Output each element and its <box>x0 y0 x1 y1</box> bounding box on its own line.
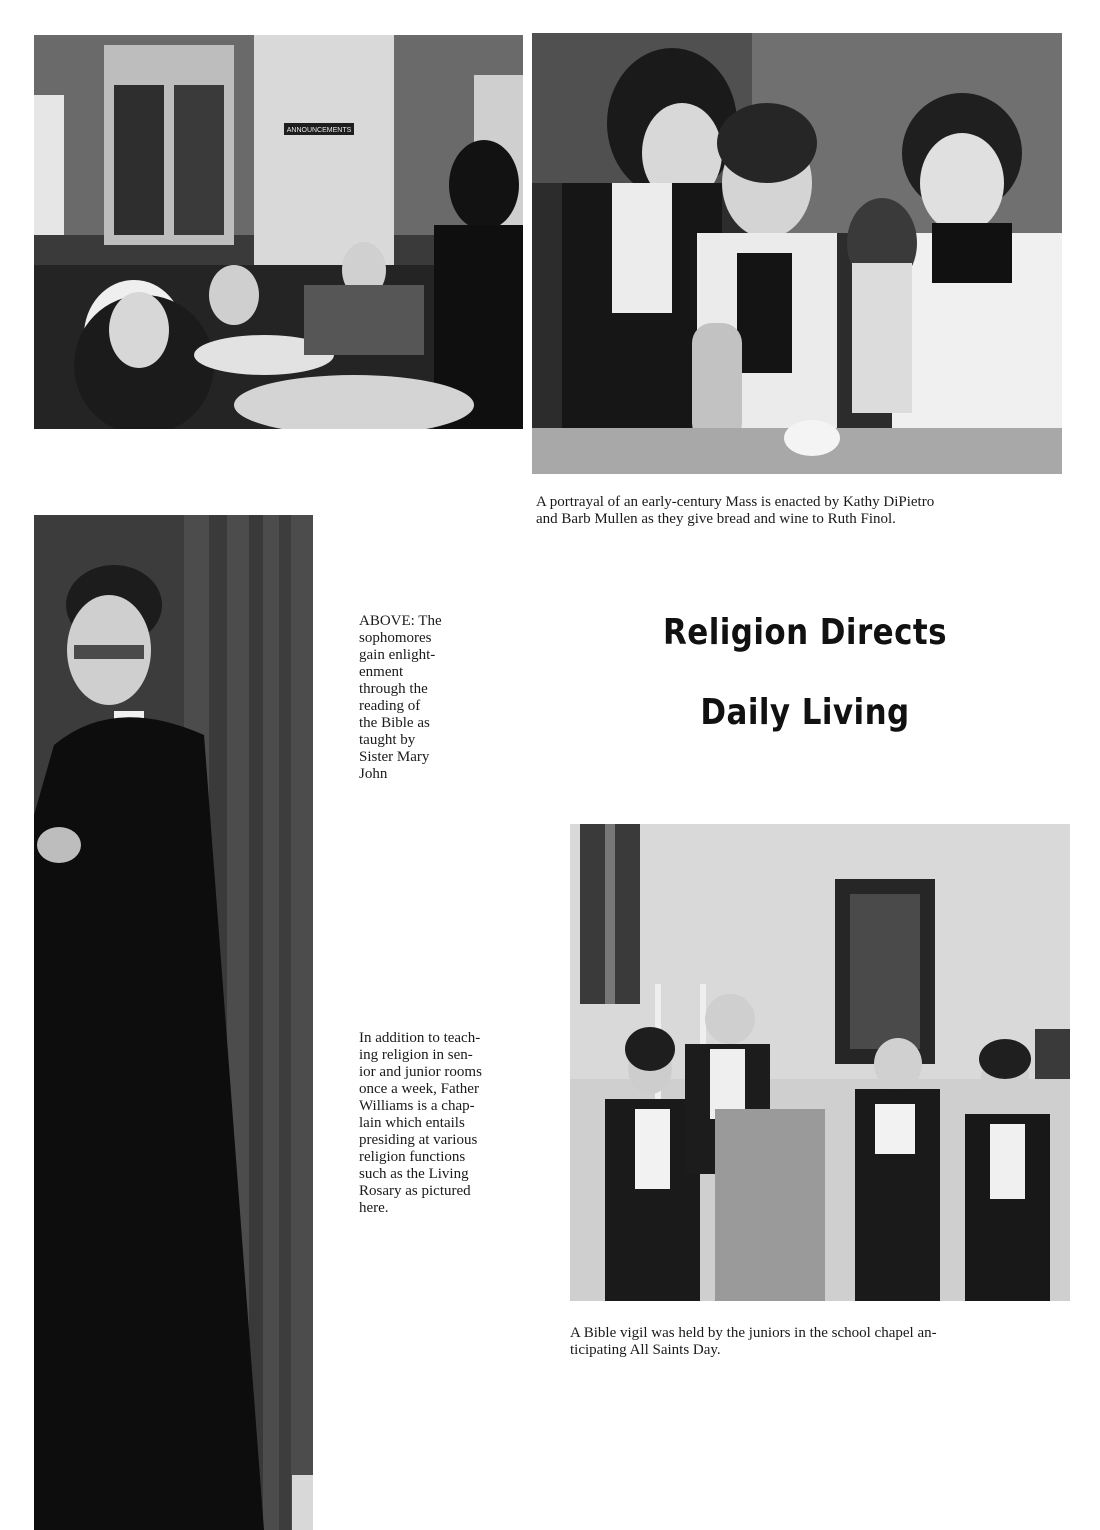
caption-line: In addition to teach- <box>359 1030 481 1046</box>
father-williams-photo <box>34 515 313 1530</box>
classroom-photo <box>34 35 523 429</box>
above-caption <box>359 613 479 783</box>
caption-line: enment <box>359 664 404 680</box>
caption-line: through the <box>359 681 428 697</box>
mass-photo-caption <box>536 494 1056 528</box>
caption-line: ticipating All Saints Day. <box>570 1342 721 1358</box>
caption-line: once a week, Father <box>359 1081 479 1097</box>
caption-line: the Bible as <box>359 715 430 731</box>
announcements-sign: ANNOUNCEMENTS <box>286 127 352 134</box>
bible-vigil-drawing <box>570 824 1070 1301</box>
caption-line: Sister Mary <box>359 749 430 765</box>
caption-line: presiding at various <box>359 1132 478 1148</box>
caption-line: taught by <box>359 732 416 748</box>
caption-line: religion functions <box>359 1149 466 1165</box>
classroom-photo-drawing <box>34 35 523 429</box>
headline-line-2: Daily Living <box>700 692 910 733</box>
caption-line: John <box>359 766 388 782</box>
caption-line: lain which entails <box>359 1115 465 1131</box>
caption-line: Williams is a chap- <box>359 1098 475 1114</box>
caption-line: sophomores <box>359 630 432 646</box>
mass-portrayal-drawing <box>532 33 1062 474</box>
caption-line: ior and junior rooms <box>359 1064 482 1080</box>
bible-vigil-photo <box>570 824 1070 1301</box>
caption-line: ABOVE: The <box>359 613 442 629</box>
headline-line-1: Religion Directs <box>663 612 947 653</box>
mass-portrayal-photo <box>532 33 1062 474</box>
caption-line: Rosary as pictured <box>359 1183 471 1199</box>
caption-line: A portrayal of an early-century Mass is enacted by Kathy DiPietro <box>536 494 935 510</box>
father-williams-drawing <box>34 515 313 1530</box>
father-williams-caption <box>359 1030 519 1217</box>
bible-vigil-caption <box>570 1325 1070 1359</box>
caption-line: gain enlight- <box>359 647 436 663</box>
caption-line: A Bible vigil was held by the juniors in the school chapel an- <box>570 1325 937 1341</box>
caption-line: reading of <box>359 698 421 714</box>
caption-line: ing religion in sen- <box>359 1047 473 1063</box>
caption-line: such as the Living <box>359 1166 469 1182</box>
caption-line: and Barb Mullen as they give bread and wine to Ruth Finol. <box>536 511 896 527</box>
caption-line: here. <box>359 1200 389 1216</box>
